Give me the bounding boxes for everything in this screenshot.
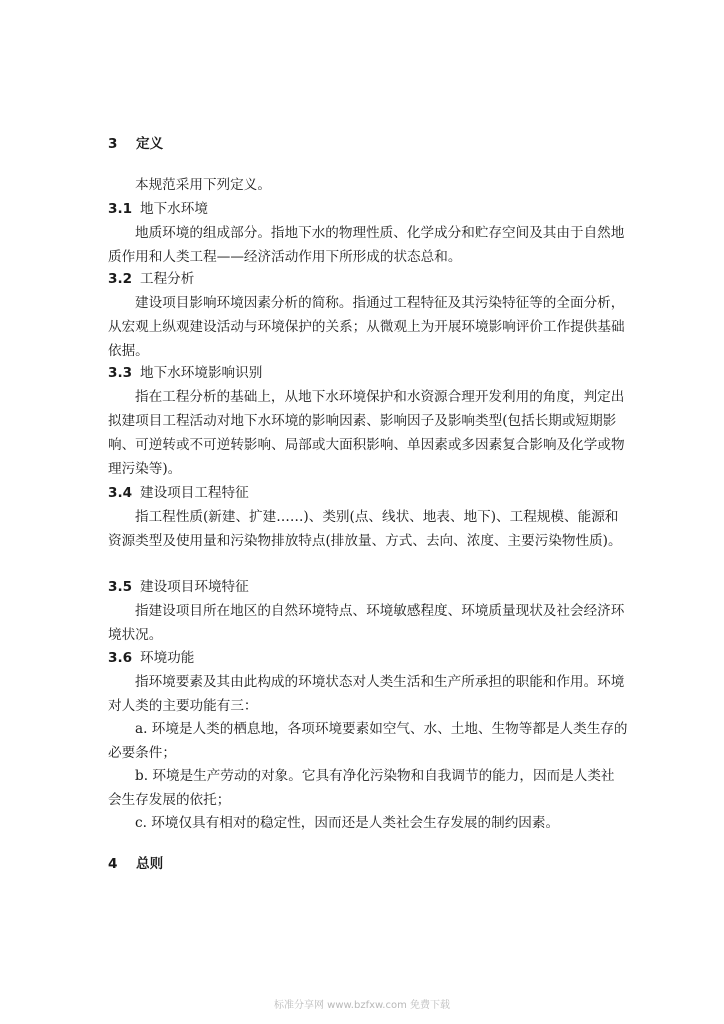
section-number: 4 bbox=[108, 856, 118, 872]
clause-number: 3.2 bbox=[108, 271, 133, 287]
section-3-heading bbox=[108, 132, 628, 156]
function-item-b: b. 环境是生产劳动的对象。它具有净化污染物和自我调节的能力，因而是人类社会生存发展的依托； bbox=[108, 768, 615, 808]
clause-title: 工程分析 bbox=[140, 271, 195, 287]
clause-3-1-heading bbox=[108, 197, 628, 221]
clause-title: 地下水环境 bbox=[140, 201, 208, 217]
clause-3-3-heading bbox=[108, 361, 628, 385]
clause-number: 3.4 bbox=[108, 485, 133, 501]
clause-number: 3.1 bbox=[108, 201, 133, 217]
clause-3-1-text: 地质环境的组成部分。指地下水的物理性质、化学成分和贮存空间及其由于自然地质作用和人类工程——经济活动作用下所形成的状态总和。 bbox=[108, 225, 625, 265]
clause-3-6-text: 指环境要素及其由此构成的环境状态对人类生活和生产所承担的职能和作用。环境对人类的主要功能有三： bbox=[108, 674, 625, 714]
section-4-heading bbox=[108, 852, 628, 876]
clause-3-6-heading bbox=[108, 646, 628, 670]
section-3-intro: 本规范采用下列定义。 bbox=[135, 177, 271, 193]
section-title: 总则 bbox=[136, 856, 164, 872]
clause-number: 3.3 bbox=[108, 365, 133, 381]
clause-3-5-heading bbox=[108, 575, 628, 599]
footer-watermark: 标准分享网 www.bzfxw.com 免费下载 bbox=[274, 1000, 450, 1011]
clause-3-5-text: 指建设项目所在地区的自然环境特点、环境敏感程度、环境质量现状及社会经济环境状况。 bbox=[108, 603, 625, 643]
function-item-a: a. 环境是人类的栖息地，各项环境要素如空气、水、土地、生物等都是人类生存的必要条件； bbox=[108, 721, 628, 761]
clause-3-3-text: 指在工程分析的基础上，从地下水环境保护和水资源合理开发利用的角度，判定出拟建项目工程活动对地下水环境的影响因素、影响因子及影响类型(包括长期或短期影响、可逆转或不可逆转影响、局部或大面积影响、单因素或多因素复合影响及化学或物理污染等)。 bbox=[108, 389, 625, 477]
clause-number: 3.5 bbox=[108, 579, 133, 595]
clause-title: 地下水环境影响识别 bbox=[140, 365, 263, 381]
clause-title: 建设项目工程特征 bbox=[140, 485, 249, 501]
clause-title: 环境功能 bbox=[140, 650, 195, 666]
clause-3-2-text: 建设项目影响环境因素分析的简称。指通过工程特征及其污染特征等的全面分析，从宏观上纵观建设活动与环境保护的关系；从微观上为开展环境影响评价工作提供基础依据。 bbox=[108, 295, 625, 359]
section-number: 3 bbox=[108, 136, 118, 152]
section-title: 定义 bbox=[136, 136, 164, 152]
clause-3-4-heading bbox=[108, 481, 628, 505]
clause-number: 3.6 bbox=[108, 650, 133, 666]
clause-title: 建设项目环境特征 bbox=[140, 579, 249, 595]
clause-3-2-heading bbox=[108, 267, 628, 291]
clause-3-4-text: 指工程性质(新建、扩建……)、类别(点、线状、地表、地下)、工程规模、能源和资源类型及使用量和污染物排放特点(排放量、方式、去向、浓度、主要污染物性质)。 bbox=[108, 509, 622, 549]
function-item-c: c. 环境仅具有相对的稳定性，因而还是人类社会生存发展的制约因素。 bbox=[135, 815, 560, 831]
